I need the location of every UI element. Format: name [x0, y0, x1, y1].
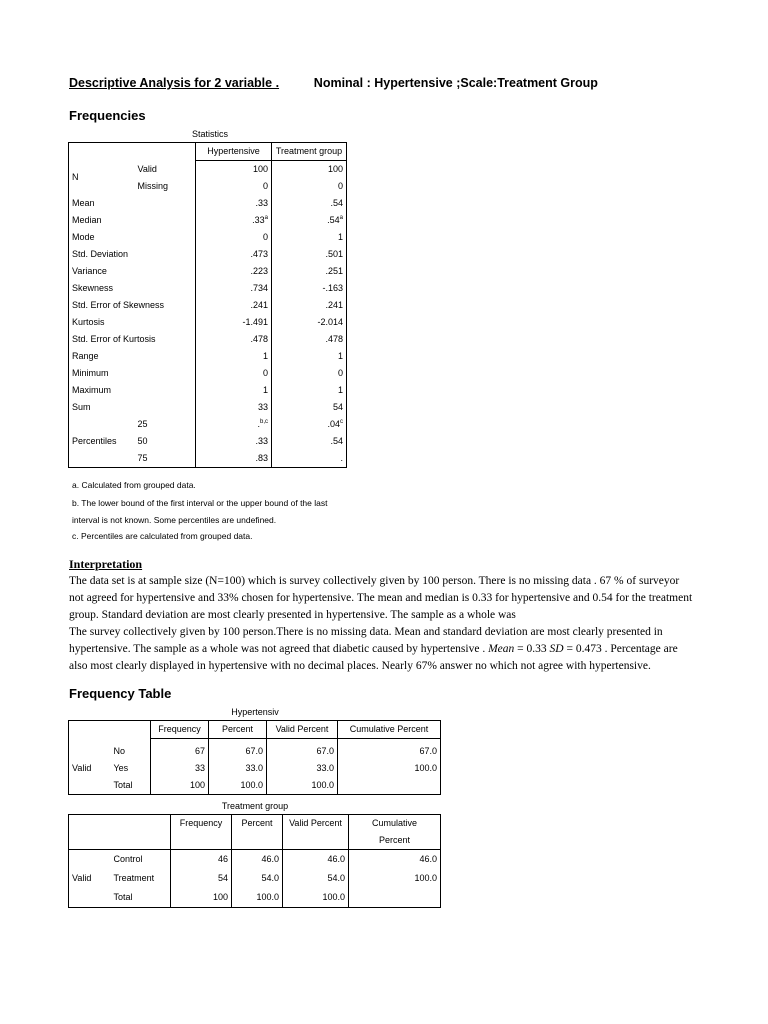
- footnote-b: b. The lower bound of the first interval or the upper bound of the last: [72, 498, 328, 508]
- col-header: Frequency: [151, 721, 209, 739]
- valid-label: Valid: [72, 763, 92, 773]
- cell: .83: [196, 450, 272, 468]
- interpretation-paragraph-2: The survey collectively given by 100 person.There is no missing data. Mean and standard deviation are most clearly presented in hypertensive. The sample as a whole was not agreed that diabetic caused by hypertensive . Mean = 0.33 SD = 0.473 . Percentage are also most clearly displayed in hypertensive with no decimal places. Nearly 67% answer no which not agree with hypertensive.: [69, 626, 678, 672]
- cell: .223: [196, 263, 272, 280]
- cell: 0: [196, 365, 272, 382]
- cell: 100: [196, 161, 272, 179]
- cell: 54: [332, 402, 343, 412]
- table-row: [69, 297, 347, 314]
- table-header-row: [69, 721, 441, 739]
- col-header-cont: Percent: [349, 832, 441, 850]
- col-header: Percent: [232, 815, 283, 833]
- title-right: Nominal : Hypertensive ;Scale:Treatment Group: [313, 76, 598, 90]
- table-row: Valid Control 46 46.0 46.0 46.0: [69, 850, 441, 870]
- row-label: Variance: [69, 263, 196, 280]
- col-header: Valid Percent: [267, 721, 338, 739]
- hypertensive-caption: Hypertensiv: [231, 707, 279, 717]
- cell: 1: [337, 351, 343, 361]
- col-header: Percent: [209, 721, 267, 739]
- table-row: [69, 348, 347, 365]
- hypertensive-frequency-table: [68, 720, 441, 795]
- statistics-table: [68, 142, 347, 468]
- treatment-caption: Treatment group: [221, 801, 289, 811]
- cell: .54: [330, 436, 343, 446]
- cell: .478: [196, 331, 272, 348]
- title-left: Descriptive Analysis for 2 variable .: [69, 76, 280, 90]
- table-row: [69, 416, 347, 433]
- cell: .473: [196, 246, 272, 263]
- table-row: Yes 33 33.0 33.0 100.0: [69, 760, 441, 777]
- table-row: [69, 399, 347, 416]
- interpretation-text: [69, 573, 694, 675]
- cell: .241: [196, 297, 272, 314]
- percentiles-label: Percentiles: [72, 436, 117, 446]
- row-label: Mode: [69, 229, 196, 246]
- cell: 100: [327, 164, 343, 174]
- cell: -1.491: [196, 314, 272, 331]
- col-header: Frequency: [171, 815, 232, 833]
- cell: .54: [330, 198, 343, 208]
- cell: .$^{b,c}$: [196, 416, 272, 433]
- percentile-label: 75: [135, 450, 196, 468]
- col-header: Cumulative: [371, 818, 418, 828]
- interpretation-paragraph-1: The data set is at sample size (N=100) which is survey collectively given by 100 person. There is no missing data . 67 % of surveyor not agreed for hypertensive and 33% chosen for hypertensive. The mean and median is 0.33 for hypertensive and 0.54 for the treatment group. Standard deviation are most clearly presented in hypertensive. The sample as a whole was: [69, 575, 693, 621]
- row-label: Maximum: [69, 382, 196, 399]
- cell: .54$^a$: [327, 215, 343, 225]
- row-label: Kurtosis: [69, 314, 196, 331]
- cell: .251: [325, 266, 343, 276]
- cell: -2.014: [317, 317, 343, 327]
- row-label: Mean: [69, 195, 196, 212]
- statistics-caption: Statistics: [191, 129, 228, 139]
- cell: .04$^c$: [327, 419, 343, 429]
- row-label: Skewness: [69, 280, 196, 297]
- row-label: Std. Error of Skewness: [69, 297, 196, 314]
- cell: .: [340, 453, 343, 463]
- table-header-row: [69, 815, 441, 833]
- table-row: [69, 331, 347, 348]
- table-row: Total 100 100.0 100.0: [69, 777, 441, 795]
- footnote-a: a. Calculated from grouped data.: [72, 480, 196, 490]
- frequencies-heading: Frequencies: [69, 108, 146, 123]
- cell: -.163: [322, 283, 343, 293]
- cell: 1: [196, 382, 272, 399]
- row-label: Minimum: [69, 365, 196, 382]
- footnote-b-cont: interval is not known. Some percentiles are undefined.: [72, 515, 277, 525]
- table-row: [69, 212, 347, 229]
- table-row: [69, 195, 347, 212]
- table-row: Treatment 54 54.0 54.0 100.0: [69, 869, 441, 888]
- cell: .33$^a$: [196, 212, 272, 229]
- table-row: [69, 246, 347, 263]
- cell: .478: [325, 334, 343, 344]
- percentile-label: 25: [135, 416, 196, 433]
- cell: 1: [337, 232, 343, 242]
- row-label: Std. Deviation: [69, 246, 196, 263]
- cell: 0: [196, 229, 272, 246]
- row-label: Std. Error of Kurtosis: [69, 331, 196, 348]
- table-row: [69, 365, 347, 382]
- table-row: [69, 263, 347, 280]
- n-label: N: [72, 172, 79, 183]
- interpretation-heading: Interpretation: [69, 557, 143, 571]
- cell: .241: [325, 300, 343, 310]
- document-title: [69, 76, 598, 90]
- cell: .33: [196, 195, 272, 212]
- table-row: Total 100 100.0 100.0: [69, 888, 441, 908]
- percentile-label: 50: [135, 433, 196, 450]
- cell: 0: [337, 181, 343, 191]
- table-row: [69, 314, 347, 331]
- frequency-table-heading: Frequency Table: [69, 686, 172, 701]
- cell: 1: [196, 348, 272, 365]
- table-row: Valid No 67 67.0 67.0 67.0: [69, 743, 441, 760]
- col-header-treatment: Treatment group: [272, 143, 347, 161]
- cell: 0: [337, 368, 343, 378]
- table-row: [69, 280, 347, 297]
- col-header: Valid Percent: [283, 815, 349, 833]
- cell: .33: [196, 433, 272, 450]
- row-label: Sum: [69, 399, 196, 416]
- cell: 0: [196, 178, 272, 195]
- table-row: [69, 161, 347, 179]
- cell: .501: [325, 249, 343, 259]
- table-row: [69, 229, 347, 246]
- treatment-frequency-table: [68, 814, 441, 908]
- table-header-row: [69, 143, 347, 161]
- cell: 33: [196, 399, 272, 416]
- valid-label: Valid: [72, 873, 92, 883]
- footnote-c: c. Percentiles are calculated from grouped data.: [72, 531, 253, 541]
- col-header-hypertensive: Hypertensive: [196, 143, 272, 161]
- valid-label: Valid: [135, 161, 196, 179]
- table-row: [69, 382, 347, 399]
- col-header: Cumulative Percent: [338, 721, 441, 739]
- row-label: Range: [69, 348, 196, 365]
- missing-label: Missing: [135, 178, 196, 195]
- cell: 1: [337, 385, 343, 395]
- row-label: Median: [69, 212, 196, 229]
- cell: .734: [196, 280, 272, 297]
